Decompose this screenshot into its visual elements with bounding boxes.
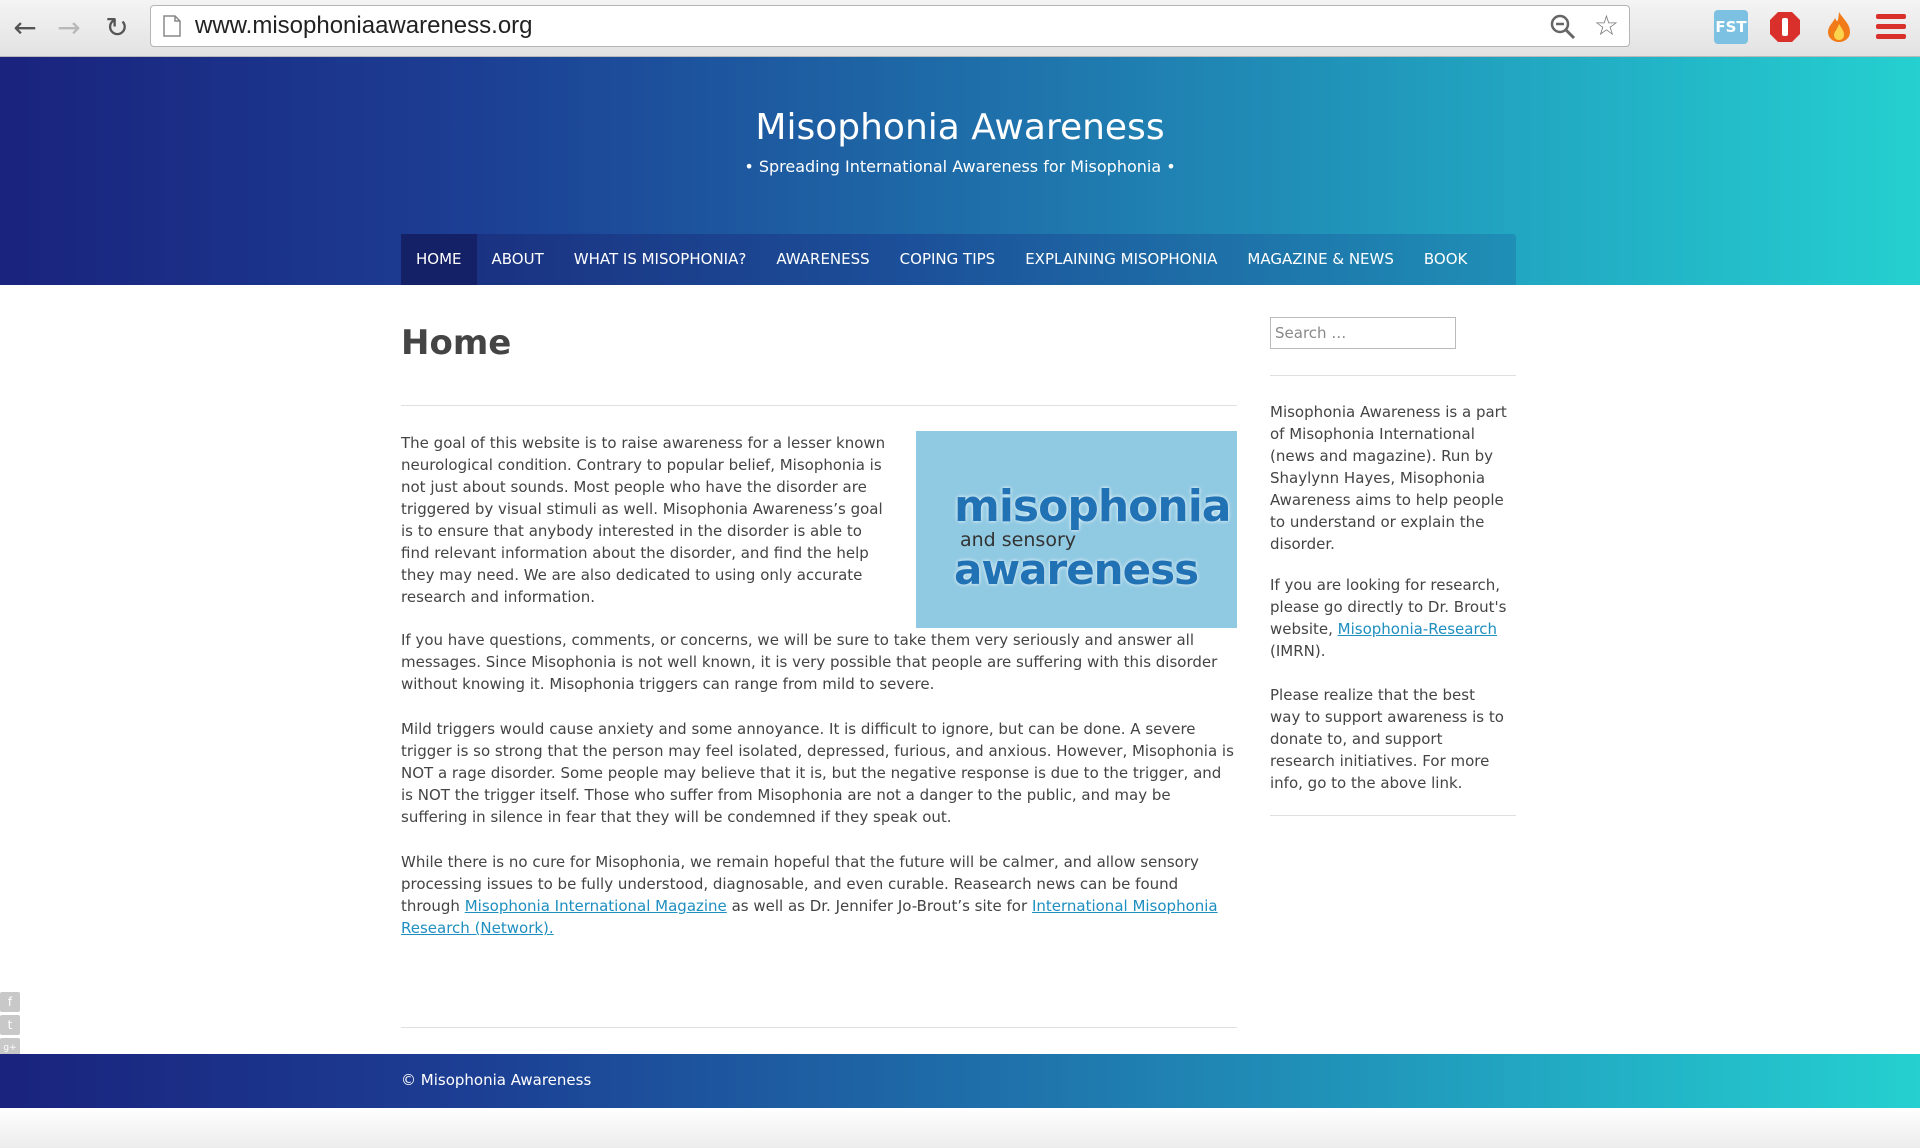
research-text-2: as well as Dr. Jennifer Jo-Brout’s site for bbox=[726, 897, 1032, 915]
back-arrow-icon[interactable]: ← bbox=[13, 10, 37, 44]
sidebar-research-paragraph bbox=[1270, 574, 1510, 662]
main-navigation bbox=[401, 234, 1516, 285]
sidebar-research-text-2: (IMRN). bbox=[1270, 642, 1326, 660]
sidebar-about-paragraph: Misophonia Awareness is a part of Misophonia International (news and magazine). Run by Shaylynn Hayes, Misophonia Awareness aims to help people to understand or explain the disorder. bbox=[1270, 403, 1507, 553]
twitter-share-icon[interactable]: t bbox=[0, 1015, 20, 1035]
questions-paragraph: If you have questions, comments, or concerns, we will be sure to take them very seriously and answer all messages. Since Misophonia is not well known, it is very possible that people are suffering with this disorder without knowing it. Misophonia triggers can range from mild to severe. bbox=[401, 631, 1218, 693]
nav-item-home[interactable]: HOME bbox=[401, 234, 477, 285]
bookmark-star-icon[interactable]: ☆ bbox=[1593, 9, 1619, 42]
international-misophonia-research-link[interactable]: International Misophonia Research (Network). bbox=[401, 897, 1218, 937]
forward-arrow-icon[interactable]: → bbox=[57, 10, 81, 44]
url-text[interactable]: www.misophoniaawareness.org bbox=[195, 12, 533, 39]
sidebar-divider-bottom bbox=[1270, 815, 1516, 816]
page-icon bbox=[163, 15, 181, 37]
sidebar-research-text-1: If you are looking for research, please go directly to Dr. Brout's website, bbox=[1270, 576, 1507, 638]
sidebar-support-paragraph: Please realize that the best way to support awareness is to donate to, and support research initiatives. For more info, go to the above link. bbox=[1270, 686, 1504, 792]
search-input[interactable] bbox=[1270, 317, 1456, 349]
browser-menu-icon[interactable] bbox=[1876, 14, 1906, 40]
browser-toolbar bbox=[0, 0, 1920, 57]
reload-icon[interactable]: ↻ bbox=[105, 10, 129, 44]
nav-item-awareness[interactable]: AWARENESS bbox=[776, 250, 870, 268]
footer-copyright: © Misophonia Awareness bbox=[401, 1071, 592, 1089]
nav-item-magazine-news[interactable]: MAGAZINE & NEWS bbox=[1247, 250, 1394, 268]
address-bar[interactable] bbox=[150, 5, 1630, 47]
logo-word-and-sensory: and sensory bbox=[960, 529, 1076, 551]
logo-word-awareness: awareness bbox=[954, 545, 1199, 594]
page-bottom-strip bbox=[0, 1108, 1920, 1148]
content-bottom-divider bbox=[401, 1027, 1237, 1028]
nav-item-coping-tips[interactable]: COPING TIPS bbox=[899, 250, 996, 268]
nav-item-explaining-misophonia[interactable]: EXPLAINING MISOPHONIA bbox=[1025, 250, 1218, 268]
sidebar-divider-top bbox=[1270, 375, 1516, 376]
fst-extension-icon[interactable]: FST bbox=[1714, 10, 1748, 44]
research-text-1: While there is no cure for Misophonia, we remain hopeful that the future will be calmer, and allow sensory processing issues to be fully understood, diagnosable, and even curable. Reasearch news can be found through bbox=[401, 853, 1199, 915]
zoom-icon[interactable] bbox=[1549, 13, 1577, 41]
intro-paragraph: The goal of this website is to raise awareness for a lesser known neurological condition. Contrary to popular belief, Misophonia is not just about sounds. Most people who have the disorder are triggered by visual stimuli as well. Misophonia Awareness’s goal is to ensure that anybody interested in the disorder is able to find relevant information about the disorder, and find the help they may need. We are also dedicated to using only accurate research and information. bbox=[401, 434, 886, 606]
research-paragraph bbox=[401, 851, 1237, 939]
nav-item-book[interactable]: BOOK bbox=[1423, 250, 1468, 268]
site-title[interactable]: Misophonia Awareness bbox=[755, 107, 1165, 148]
site-tagline: • Spreading International Awareness for Misophonia • bbox=[744, 157, 1176, 176]
logo-word-misophonia: misophonia bbox=[954, 481, 1231, 532]
google-plus-share-icon[interactable]: g+ bbox=[0, 1038, 20, 1058]
fire-extension-icon[interactable] bbox=[1822, 10, 1856, 44]
misophonia-research-link[interactable]: Misophonia-Research bbox=[1337, 620, 1498, 638]
site-footer bbox=[0, 1054, 1920, 1108]
misophonia-international-magazine-link[interactable]: Misophonia International Magazine bbox=[464, 897, 727, 915]
nav-item-what-is-misophonia[interactable]: WHAT IS MISOPHONIA? bbox=[573, 250, 747, 268]
misophonia-awareness-logo bbox=[916, 431, 1237, 628]
triggers-paragraph: Mild triggers would cause anxiety and some annoyance. It is difficult to ignore, but can be done. A severe trigger is so strong that the person may feel isolated, depressed, furious, and anxious. However, Misophonia is NOT a rage disorder. Some people may believe that it is, but the negative response is due to the trigger, and is NOT the trigger itself. Those who suffer from Misophonia are not a danger to the public, and may be suffering in silence in fear that they will be condemned if they speak out. bbox=[401, 720, 1234, 826]
facebook-share-icon[interactable]: f bbox=[0, 992, 20, 1012]
nav-item-about[interactable]: ABOUT bbox=[491, 250, 544, 268]
site-header bbox=[0, 57, 1920, 285]
adblock-extension-icon[interactable] bbox=[1768, 10, 1802, 44]
page-title: Home bbox=[401, 323, 512, 363]
title-divider bbox=[401, 405, 1237, 406]
